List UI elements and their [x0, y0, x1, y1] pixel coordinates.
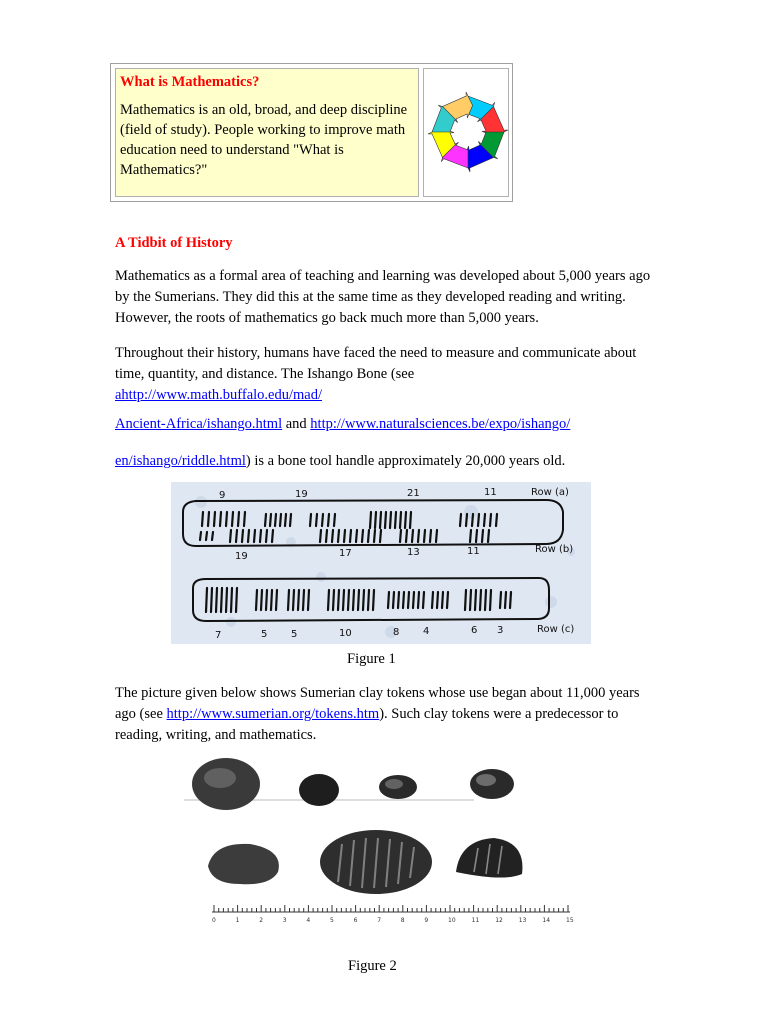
- intro-body: Mathematics is an old, broad, and deep discipline (field of study). People working to improve math education need to understand "What is Mathematics?": [120, 102, 408, 178]
- row-a-label: Row (a): [531, 487, 569, 498]
- row-c-number: 7: [215, 630, 222, 641]
- ruler-label: 15: [566, 917, 574, 924]
- ruler-label: 3: [282, 917, 287, 924]
- tokens-text-start: The picture given below shows Sumerian clay tokens whose use began about 11,000 years ago (see: [115, 685, 640, 722]
- history-paragraph-2-links: [115, 414, 655, 435]
- ruler-label: 8: [400, 917, 405, 924]
- ruler-label: 10: [448, 917, 456, 924]
- history-paragraph-1: Mathematics as a formal area of teaching and learning was developed about 5,000 years ago by the Sumerians. They did this at the same time as they developed reading and writing. However, the roots of mathematics go back much more than 5,000 years.: [115, 268, 651, 326]
- row-c-label: Row (c): [537, 624, 575, 635]
- history-heading: A Tidbit of History: [115, 235, 233, 251]
- row-c-number: 10: [339, 628, 352, 639]
- tokens-text-end: ). Such clay tokens were a predecessor to reading, writing, and mathematics.: [115, 706, 619, 743]
- intro-text-cell: [115, 68, 419, 197]
- row-b-number: 17: [339, 548, 352, 559]
- cycle-arrows-icon: [426, 85, 510, 179]
- row-b-number: 13: [407, 547, 420, 558]
- ruler-label: 5: [330, 917, 334, 924]
- intro-icon-cell: [423, 68, 509, 197]
- sumerian-tokens-link[interactable]: http://www.sumerian.org/tokens.htm: [166, 706, 380, 722]
- ruler-label: 6: [353, 917, 358, 924]
- history-paragraph-2-end: [115, 451, 655, 472]
- row-a-number: 21: [407, 488, 420, 499]
- row-b-number: 11: [467, 546, 480, 557]
- paragraph-2-end-text: ) is a bone tool handle approximately 20,000 years old.: [245, 453, 566, 469]
- ruler-label: 2: [259, 917, 264, 924]
- row-c-number: 8: [393, 627, 400, 638]
- paragraph-2-text: Throughout their history, humans have faced the need to measure and communicate about time, quantity, and distance. The Ishango Bone (see: [115, 345, 637, 382]
- row-a-number: 11: [484, 487, 497, 498]
- row-b-number: 19: [235, 551, 248, 562]
- buffalo-link-part1[interactable]: ahttp://www.math.buffalo.edu/mad/: [115, 387, 322, 403]
- ruler-label: 11: [471, 917, 480, 924]
- row-c-number: 5: [291, 629, 298, 640]
- ruler-label: 4: [306, 917, 311, 924]
- and-text: and: [282, 416, 311, 432]
- ruler-label: 7: [377, 917, 382, 924]
- figure-1-caption: Figure 1: [347, 651, 396, 667]
- row-b-label: Row (b): [535, 544, 574, 555]
- naturalsciences-link-part2[interactable]: en/ishango/riddle.html: [115, 453, 246, 469]
- row-c-number: 4: [423, 626, 430, 637]
- intro-box: [110, 63, 513, 202]
- ruler-label: 12: [495, 917, 503, 924]
- naturalsciences-link-part1[interactable]: http://www.naturalsciences.be/expo/ishango/: [310, 416, 571, 432]
- row-c-number: 6: [471, 625, 478, 636]
- row-c-number: 5: [261, 629, 268, 640]
- clay-tokens-figure: [174, 754, 594, 934]
- buffalo-link-part2[interactable]: Ancient-Africa/ishango.html: [115, 416, 283, 432]
- ruler-label: 14: [542, 917, 551, 924]
- row-a-number: 19: [295, 489, 308, 500]
- ruler-label: 1: [235, 917, 240, 924]
- ruler-label: 9: [424, 917, 429, 924]
- tokens-paragraph: [115, 683, 655, 746]
- intro-title: What is Mathematics?: [120, 74, 260, 90]
- ruler-label: 13: [518, 917, 527, 924]
- history-paragraph-2: [115, 343, 655, 406]
- row-c-number: 3: [497, 625, 504, 636]
- ishango-bone-figure: [171, 482, 591, 644]
- row-a-number: 9: [219, 490, 226, 501]
- ruler-label: 0: [212, 917, 216, 924]
- figure-2-caption: Figure 2: [348, 958, 397, 974]
